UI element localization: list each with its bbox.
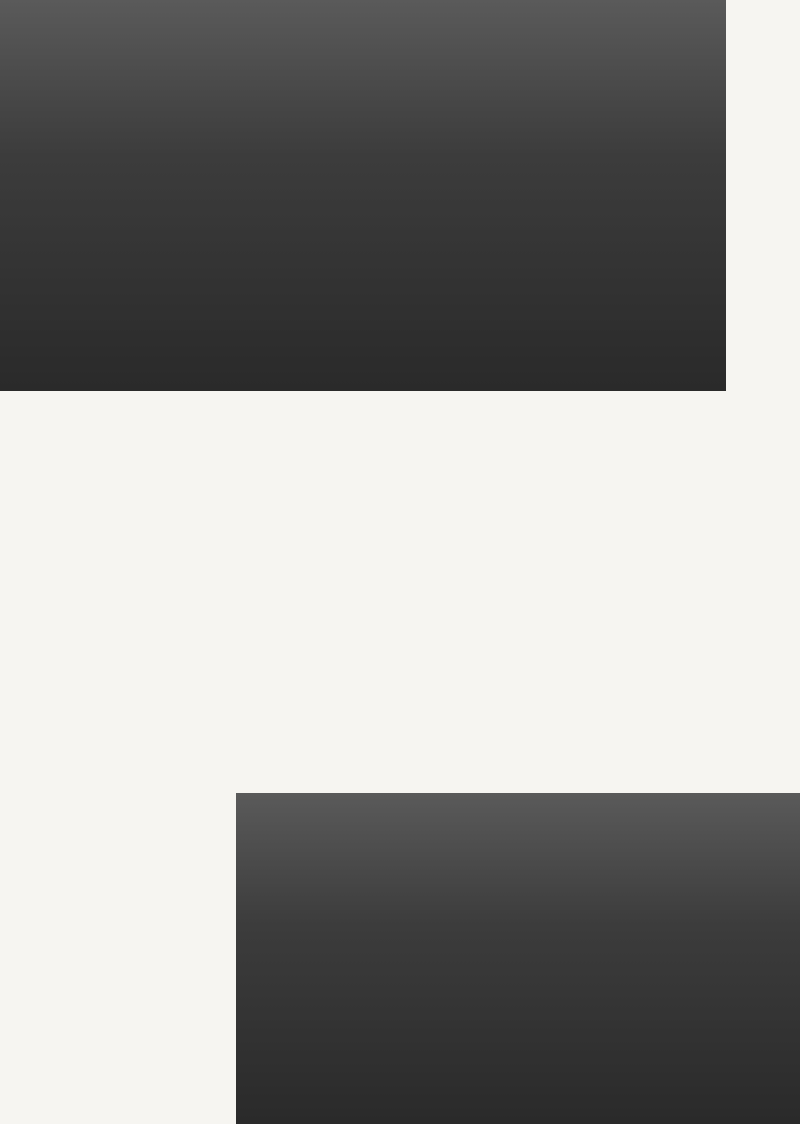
ffa-group-photo (0, 0, 726, 391)
fha-group-photo (236, 793, 800, 1124)
